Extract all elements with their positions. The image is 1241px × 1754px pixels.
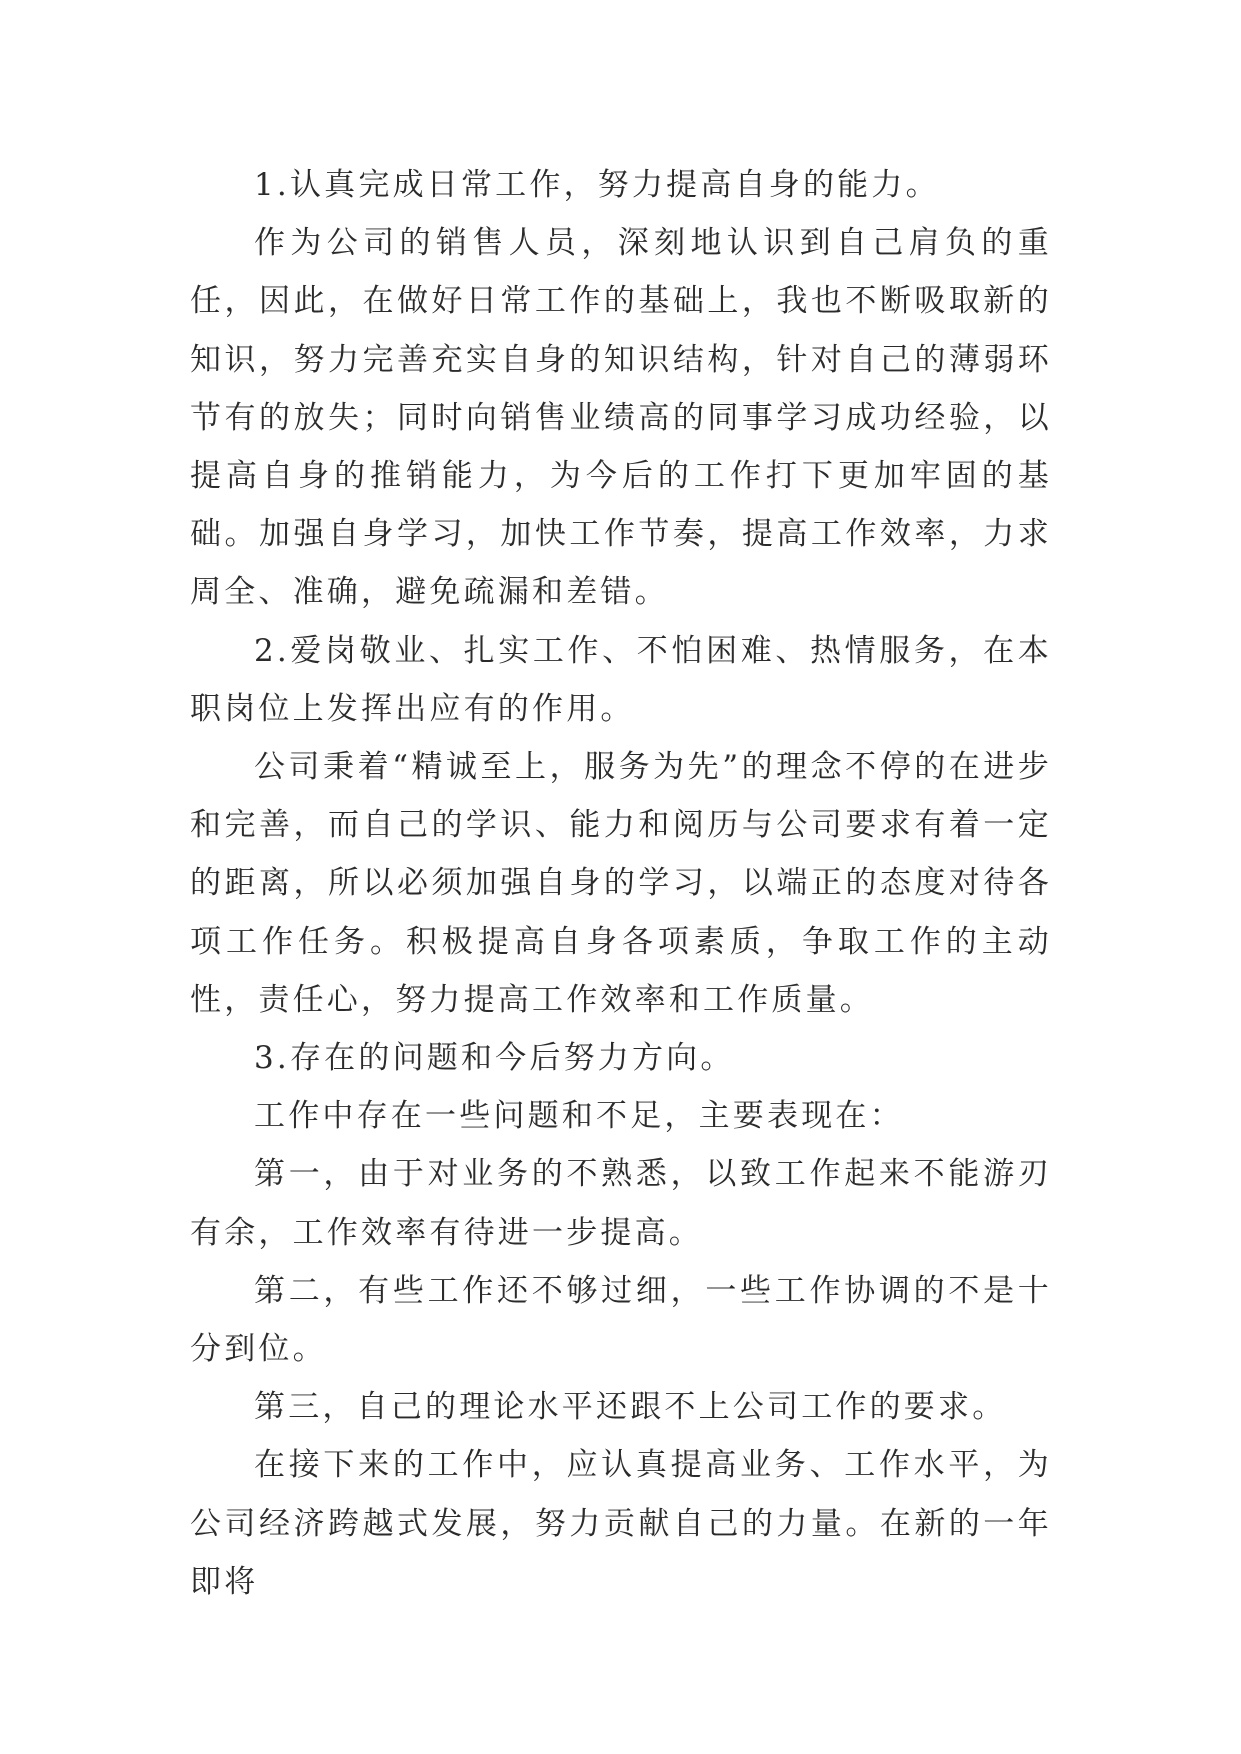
document-body: [190, 156, 1052, 1611]
paragraph: 在接下来的工作中，应认真提高业务、工作水平，为公司经济跨越式发展，努力贡献自己的力量。在新的一年即将: [190, 1447, 1052, 1600]
paragraph: 3.存在的问题和今后努力方向。: [254, 1040, 735, 1077]
paragraph: 第一，由于对业务的不熟悉，以致工作起来不能游刃有余，工作效率有待进一步提高。: [190, 1156, 1052, 1251]
paragraph: 第二，有些工作还不够过细，一些工作协调的不是十分到位。: [190, 1272, 1052, 1368]
paragraph: 1.认真完成日常工作，努力提高自身的能力。: [254, 167, 940, 203]
paragraph: 公司秉着“精诚至上，服务为先”的理念不停的在进步和完善，而自己的学识、能力和阅历与公司要求有着一定的距离，所以必须加强自身的学习，以端正的态度对待各项工作任务。积极提高自身各项素质，争取工作的主动性，责任心，努力提高工作效率和工作质量。: [190, 749, 1052, 1018]
paragraph: 工作中存在一些问题和不足，主要表现在：: [254, 1098, 904, 1135]
paragraph: 第三，自己的理论水平还跟不上公司工作的要求。: [254, 1389, 1007, 1426]
paragraph: 2.爱岗敬业、扎实工作、不怕困难、热情服务，在本职岗位上发挥出应有的作用。: [190, 632, 1052, 727]
paragraph: 作为公司的销售人员，深刻地认识到自己肩负的重任，因此，在做好日常工作的基础上，我也不断吸取新的知识，努力完善充实自身的知识结构，针对自己的薄弱环节有的放失；同时向销售业绩高的同事学习成功经验，以提高自身的推销能力，为今后的工作打下更加牢固的基础。加强自身学习，加快工作节奏，提高工作效率，力求周全、准确，避免疏漏和差错。: [190, 225, 1052, 611]
